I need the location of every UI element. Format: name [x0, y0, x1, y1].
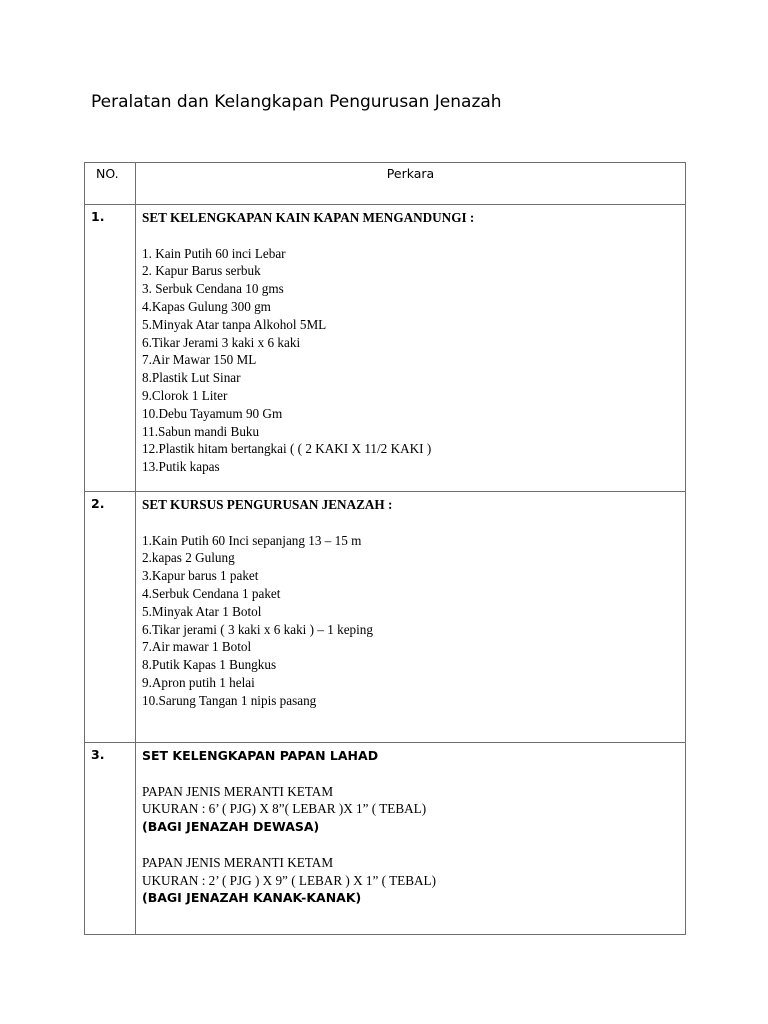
item-list [142, 532, 679, 710]
list-item: 2.kapas 2 Gulung [142, 550, 235, 566]
list-item: 7.Air Mawar 150 ML [142, 352, 257, 368]
row-heading: SET KELENGKAPAN KAIN KAPAN MENGANDUNGI : [142, 210, 475, 225]
equipment-table [84, 162, 686, 935]
list-item: 5.Minyak Atar tanpa Alkohol 5ML [142, 316, 327, 332]
header-no: NO. [85, 163, 136, 205]
list-item: 13.Putik kapas [142, 459, 220, 475]
list-item: 3.Kapur barus 1 paket [142, 568, 259, 584]
list-item: 6.Tikar Jerami 3 kaki x 6 kaki [142, 334, 301, 350]
row-content [136, 205, 686, 492]
row-content [136, 743, 686, 935]
row-content [136, 492, 686, 743]
list-item: 8.Plastik Lut Sinar [142, 370, 241, 386]
list-item: 10.Debu Tayamum 90 Gm [142, 405, 283, 421]
plank-type: PAPAN JENIS MERANTI KETAM [142, 783, 334, 799]
list-item: 8.Putik Kapas 1 Bungkus [142, 657, 277, 673]
row-number: 3. [85, 743, 136, 935]
list-item: 1.Kain Putih 60 Inci sepanjang 13 – 15 m [142, 532, 362, 548]
list-item: 10.Sarung Tangan 1 nipis pasang [142, 692, 317, 708]
row-number: 2. [85, 492, 136, 743]
header-perkara: Perkara [136, 163, 686, 205]
plank-size: UKURAN : 2’ ( PJG ) X 9” ( LEBAR ) X 1” ( TEBAL) [142, 872, 436, 888]
table-row [85, 205, 686, 492]
table-row [85, 492, 686, 743]
list-item: 12.Plastik hitam bertangkai ( ( 2 KAKI X 11/2 KAKI ) [142, 441, 432, 457]
row-heading: SET KELENGKAPAN PAPAN LAHAD [142, 748, 379, 763]
list-item: 5.Minyak Atar 1 Botol [142, 603, 262, 619]
list-item: 9.Clorok 1 Liter [142, 387, 228, 403]
plank-type: PAPAN JENIS MERANTI KETAM [142, 854, 334, 870]
table-row [85, 743, 686, 935]
list-item: 6.Tikar jerami ( 3 kaki x 6 kaki ) – 1 keping [142, 621, 373, 637]
list-item: 3. Serbuk Cendana 10 gms [142, 281, 284, 297]
list-item: 2. Kapur Barus serbuk [142, 263, 261, 279]
row-heading: SET KURSUS PENGURUSAN JENAZAH : [142, 497, 393, 512]
plank-size: UKURAN : 6’ ( PJG) X 8”( LEBAR )X 1” ( TEBAL) [142, 801, 427, 817]
list-item: 7.Air mawar 1 Botol [142, 639, 252, 655]
document-title: Peralatan dan Kelangkapan Pengurusan Jenazah [91, 92, 502, 112]
list-item: 4.Serbuk Cendana 1 paket [142, 585, 281, 601]
list-item: 9.Apron putih 1 helai [142, 674, 255, 690]
list-item: 4.Kapas Gulung 300 gm [142, 298, 271, 314]
plank-note: (BAGI JENAZAH DEWASA) [142, 819, 320, 835]
plank-note: (BAGI JENAZAH KANAK-KANAK) [142, 890, 362, 906]
list-item: 11.Sabun mandi Buku [142, 423, 260, 439]
item-list [142, 245, 679, 476]
row-number: 1. [85, 205, 136, 492]
list-item: 1. Kain Putih 60 inci Lebar [142, 245, 286, 261]
table-header-row [85, 163, 686, 205]
